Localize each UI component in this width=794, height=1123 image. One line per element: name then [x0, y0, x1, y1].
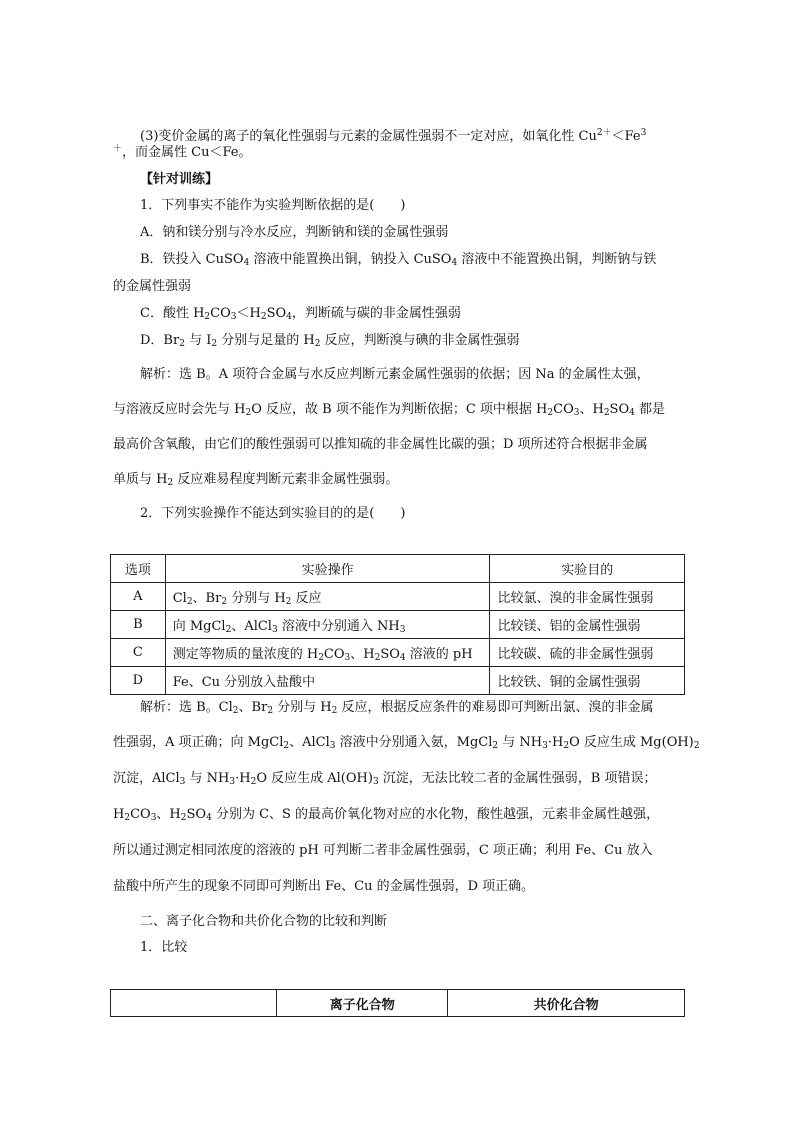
q2-answer-3: 沉淀，AlCl$_3$ 与 $NH_3\cdot H_2O$ 反应生成 $Al(OH)_3$ 沉淀，无法比较二者的金属性强弱，B 项错误； [113, 771, 657, 787]
operation-cell: 测定等物质的量浓度的 $H_2CO_3$、$H_2SO_4$ 溶液的 pH [165, 639, 490, 667]
section-subheading: 1．比较 [140, 940, 188, 955]
option-cell: C [111, 639, 166, 667]
table-row [111, 583, 685, 611]
q2-options-table [110, 554, 685, 695]
q1-option-d: D．$Br_2$ 与 $I_2$ 分别与足量的 $H_2$ 反应，判断溴与碘的非金属性强弱 [140, 333, 520, 349]
operation-cell: 向 MgCl$_2$、AlCl$_3$ 溶液中分别通入 $NH_3$ [165, 611, 490, 639]
q2-answer-6: 盐酸中所产生的现象不同即可判断出 Fe、Cu 的金属性强弱，D 项正确。 [113, 879, 535, 894]
table-header-row [111, 990, 685, 1017]
q1-option-c: C．酸性 $H_2CO_3<H_2SO_4$，判断硫与碳的非金属性强弱 [140, 306, 461, 322]
table-header-cell: 选项 [111, 555, 166, 583]
operation-cell: $Cl_2$、$Br_2$ 分别与 $H_2$ 反应 [165, 583, 490, 611]
goal-cell: 比较铁、铜的金属性强弱 [490, 667, 685, 695]
q2-answer-2: 性强弱，A 项正确；向 MgCl$_2$、AlCl$_3$ 溶液中分别通入氨，MgCl$_2$ 与 $NH_3\cdot H_2O$ 反应生成 $Mg(OH)_2$ [113, 735, 700, 751]
goal-cell: 比较碳、硫的非金属性强弱 [490, 639, 685, 667]
q1-answer-1: 解析：选 B。A 项符合金属与水反应判断元素金属性强弱的依据；因 Na 的金属性太强， [140, 367, 650, 382]
training-heading: 【针对训练】 [140, 172, 219, 187]
q2-answer-4: $H_2CO_3$、$H_2SO_4$ 分别为 C、S 的最高价氧化物对应的水化物，酸性越强，元素非金属性越强， [113, 807, 660, 823]
q1-answer-3: 最高价含氧酸，由它们的酸性强弱可以推知硫的非金属性比碳的强；D 项所述符合根据非金属 [113, 437, 648, 452]
q2-stem: 2．下列实验操作不能达到实验目的的是( ) [140, 506, 406, 521]
goal-cell: 比较镁、铝的金属性强弱 [490, 611, 685, 639]
q1-option-b-cont: 的金属性强弱 [113, 279, 192, 294]
comparison-table [110, 989, 685, 1017]
note-line-2: ＋，而金属性 Cu＜Fe。 [113, 144, 252, 160]
option-cell: A [111, 583, 166, 611]
table-row [111, 639, 685, 667]
q1-stem: 1．下列事实不能作为实验判断依据的是( ) [140, 198, 406, 213]
table-header-cell: 实验目的 [490, 555, 685, 583]
table-header-cell: 实验操作 [165, 555, 490, 583]
table-header-cell [111, 990, 277, 1017]
option-cell: B [111, 611, 166, 639]
table-row [111, 611, 685, 639]
goal-cell: 比较氯、溴的非金属性强弱 [490, 583, 685, 611]
section-heading: 二、离子化合物和共价化合物的比较和判断 [140, 914, 388, 929]
q1-option-a: A．钠和镁分别与冷水反应，判断钠和镁的金属性强弱 [140, 225, 449, 240]
q1-answer-2: 与溶液反应时会先与 $H_2O$ 反应，故 B 项不能作为判断依据；C 项中根据 $H_2CO_3$、$H_2SO_4$ 都是 [113, 402, 665, 418]
table-header-cell: 离子化合物 [277, 990, 448, 1017]
q2-answer-5: 所以通过测定相同浓度的溶液的 pH 可判断二者非金属性强弱，C 项正确；利用 Fe、Cu 放入 [113, 843, 653, 858]
table-row [111, 667, 685, 695]
q1-answer-4: 单质与 $H_2$ 反应难易程度判断元素非金属性强弱。 [113, 472, 399, 488]
q1-option-b: B．铁投入 CuSO$_4$ 溶液中能置换出铜，钠投入 CuSO$_4$ 溶液中不能置换出铜，判断钠与铁 [140, 252, 657, 268]
table-header-cell: 共价化合物 [448, 990, 685, 1017]
q2-answer-1: 解析：选 B。$Cl_2$、$Br_2$ 分别与 $H_2$ 反应，根据反应条件的难易即可判断出氯、溴的非金属 [140, 700, 654, 716]
table-header-row [111, 555, 685, 583]
option-cell: D [111, 667, 166, 695]
operation-cell: Fe、Cu 分别放入盐酸中 [165, 667, 490, 695]
note-line-1: (3)变价金属的离子的氧化性强弱与元素的金属性强弱不一定对应，如氧化性 $Cu^{2+}<Fe^3$ [140, 128, 647, 144]
